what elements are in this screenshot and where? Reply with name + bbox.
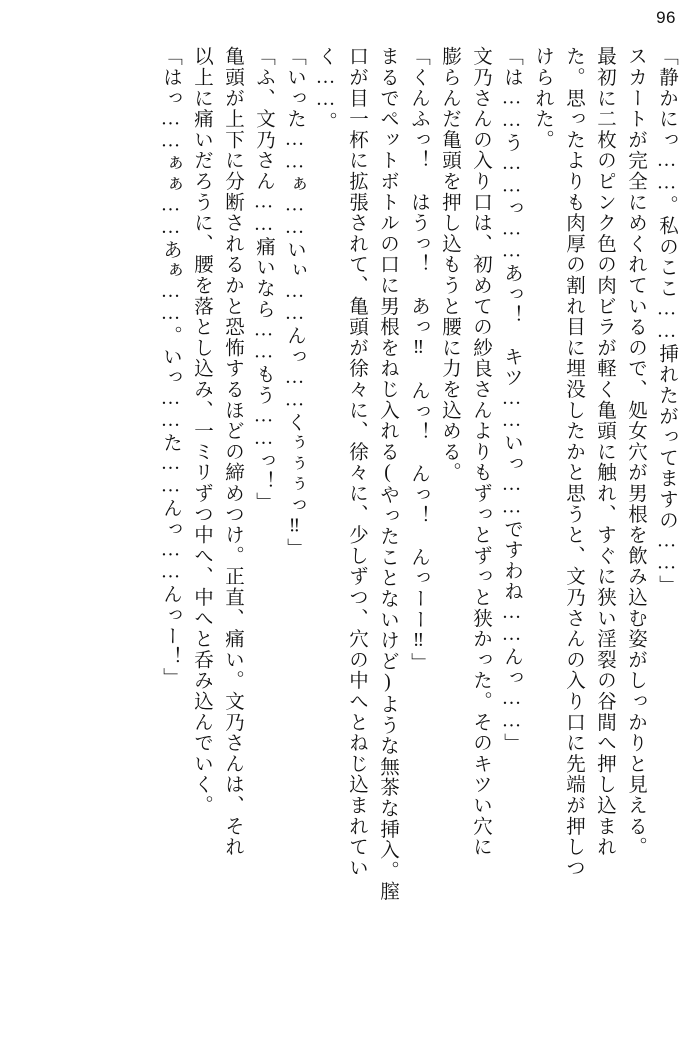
text-column: 「静かにっ……。私のここ……挿れたがってますの……」 [656, 46, 677, 596]
text-column: 膨らんだ亀頭を押し込もうと腰に力を込める。 [439, 46, 460, 483]
text-column: けられた。 [532, 46, 553, 150]
text-column: 「は……う……っ……あっ！ キツ……いっ……ですわね……んっ……」 [501, 46, 522, 754]
text-column: 「くんふっ！ はうっ！ あっ‼ んっ！ んっ！ んっーー‼」 [408, 46, 429, 673]
text-column: 「いった……ぁ……いぃ……んっ……くぅぅぅっ‼」 [284, 46, 305, 559]
text-column: 「ふ、文乃さん……痛いなら……もう……っ！」 [253, 46, 274, 513]
text-column: まるでペットボトルの口に男根をねじ入れる(やったことないけど)ような無茶な挿入。膣 [377, 46, 398, 902]
text-column: 「はっ……ぁぁ……あぁ……。いっ……た……んっ……んっー！」 [160, 46, 181, 688]
text-column: 最初に二枚のピンク色の肉ビラが軽く亀頭に触れ、すぐに狭い淫裂の谷間へ押し込まれ [594, 46, 615, 858]
text-column: 口が目一杯に拡張されて、亀頭が徐々に、徐々に、少しずつ、穴の中へとねじ込まれてい [346, 46, 367, 878]
text-column: 亀頭が上下に分断されるかと恐怖するほどの締めつけ。正直、痛い。文乃さんは、それ [222, 46, 243, 858]
text-column: く……。 [315, 46, 336, 133]
page-number: 96 [656, 8, 676, 27]
text-column: 以上に痛いだろうに、腰を落とし込み、一ミリずつ中へ、中へと呑み込んでいく。 [191, 46, 212, 816]
vertical-text-frame [18, 46, 682, 1034]
text-column: た。思ったよりも肉厚の割れ目に埋没したかと思うと、文乃さんの入り口に先端が押しつ [563, 46, 584, 878]
text-column: 文乃さんの入り口は、初めての紗良さんよりもずっとずっと狭かった。そのキツい穴に [470, 46, 491, 858]
text-column: スカートが完全にめくれているので、処女穴が男根を飲み込む姿がしっかりと見える。 [625, 46, 646, 858]
